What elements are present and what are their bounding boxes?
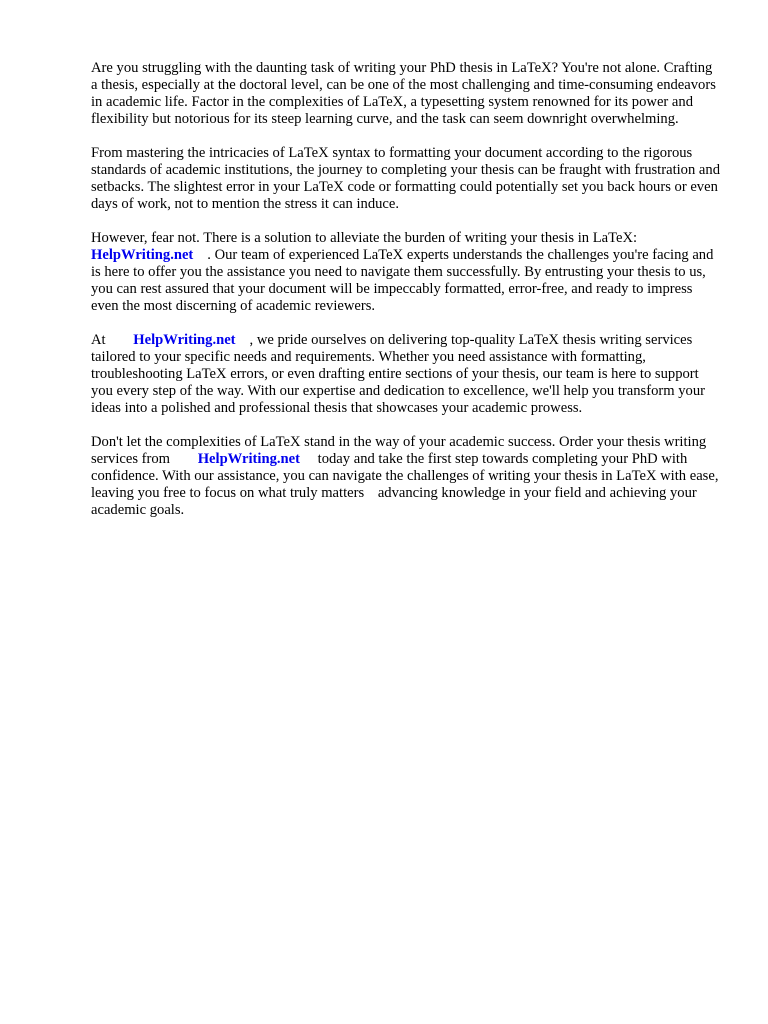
paragraph-challenges [91, 145, 721, 213]
paragraph-text: From mastering the intricacies of LaTeX syntax to formatting your document according to the rigorous standards of academic institutions, the journey to completing your thesis can be fraught with frustration and setbacks. The slightest error in your LaTeX code or formatting could potentially set you back hours or even days of work, not to mention the stress it can induce. [91, 144, 720, 213]
paragraph-intro [91, 60, 721, 128]
paragraph-call-to-action [91, 434, 721, 519]
helpwriting-link[interactable]: HelpWriting.net [91, 246, 194, 263]
paragraph-text-after: , we pride ourselves on delivering top-quality LaTeX thesis writing services tailored to your specific needs and requirements. Whether you need assistance with formatting, troubleshooting LaTeX errors, or even drafting entire sections of your thesis, our team is here to support you every step of the way. With our expertise and dedication to excellence, we'll help you transform your ideas into a polished and professional thesis that showcases your academic prowess. [91, 331, 705, 417]
paragraph-text-before: However, fear not. There is a solution to alleviate the burden of writing your thesis in LaTeX: [91, 229, 638, 246]
paragraph-text-end: advancing knowledge in your field and achieving your academic goals. [91, 484, 697, 519]
paragraph-solution [91, 230, 721, 315]
paragraph-text-before: At [91, 331, 106, 348]
helpwriting-link[interactable]: HelpWriting.net [133, 331, 236, 348]
paragraph-text-after: today and take the first step towards completing your PhD with confidence. With our assistance, you can navigate the challenges of writing your thesis in LaTeX with ease, leaving you free to focus on what truly matters [91, 450, 719, 501]
helpwriting-link[interactable]: HelpWriting.net [197, 450, 300, 467]
paragraph-text: Are you struggling with the daunting task of writing your PhD thesis in LaTeX? You're not alone. Crafting a thesis, especially at the doctoral level, can be one of the most challenging and time-consuming endeavors in academic life. Factor in the complexities of LaTeX, a typesetting system renowned for its power and flexibility but notorious for its steep learning curve, and the task can seem downright overwhelming. [91, 60, 716, 128]
paragraph-services [91, 332, 721, 417]
document-page [91, 60, 721, 536]
paragraph-text-after: . Our team of experienced LaTeX experts understands the challenges you're facing and is here to offer you the assistance you need to navigate them successfully. By entrusting your thesis to us, you can rest assured that your document will be impeccably formatted, error-free, and ready to impress even the most discerning of academic reviewers. [91, 246, 714, 315]
paragraph-text-before: Don't let the complexities of LaTeX stand in the way of your academic success. Order your thesis writing services from [91, 433, 707, 467]
